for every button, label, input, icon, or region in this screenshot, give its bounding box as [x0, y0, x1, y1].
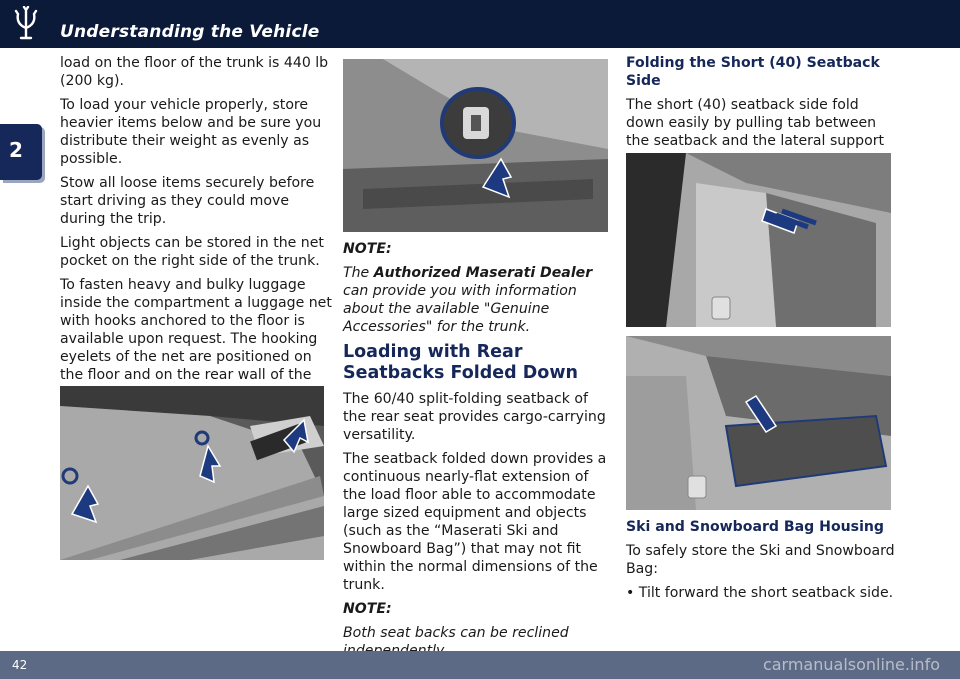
paragraph: Light objects can be stored in the net pocket on the right side of the trunk.	[60, 235, 324, 269]
paragraph: To load your vehicle properly, store heavier items below and be sure you distribute their weight as evenly as possible.	[60, 97, 322, 167]
column-1	[60, 54, 332, 408]
note-text: Both seat backs can be reclined	[343, 625, 569, 641]
watermark: carmanualsonline.info	[762, 655, 940, 674]
subsection-title: Ski and Snowboard Bag Housing	[626, 519, 885, 535]
column-3-lower	[626, 518, 896, 608]
note-label: NOTE:	[343, 241, 392, 257]
note-text-part: can provide you with information about the available "Genuine Accessories" for the trunk.	[343, 283, 577, 335]
seatback-photo	[626, 153, 891, 327]
page-header	[0, 0, 960, 48]
trunk-photo	[60, 386, 324, 560]
hook-photo	[343, 59, 608, 232]
paragraph: The 60/40 split-folding seatback of the rear seat provides cargo-carrying versatility.	[343, 391, 606, 443]
note-text	[343, 264, 611, 336]
note-text-part: The	[343, 265, 374, 281]
header-title: Understanding the Vehicle	[60, 22, 320, 42]
section-title: Loading with Rear Seatbacks Folded Down	[343, 342, 578, 383]
paragraph: To safely store the Ski and Snowboard Bag:	[626, 543, 895, 577]
paragraph: Stow all loose items securely before start driving as they could move during the trip.	[60, 175, 315, 227]
paragraph: To fasten heavy and bulky luggage inside the compartment a luggage net with hooks anchored to the floor is available upon request. The hooking eyelets of the net are positioned on the floor and on the rear wall of the	[60, 277, 332, 383]
column-2	[343, 240, 611, 666]
paragraph: load on the floor of the trunk is 440 lb (200 kg).	[60, 55, 329, 89]
bullet-item: • Tilt forward the short seatback side.	[626, 585, 894, 601]
page-footer	[0, 651, 960, 679]
trident-icon	[8, 6, 44, 42]
subsection-title: Folding the Short (40) Seatback Side	[626, 55, 880, 89]
paragraph: The short (40) seatback side fold down easily by pulling tab between the seatback and the lateral support	[626, 97, 885, 149]
note-label: NOTE:	[343, 601, 392, 617]
folded-seat-photo	[626, 336, 891, 510]
chapter-number: 2	[9, 138, 23, 162]
paragraph: The seatback folded down provides a continuous nearly-flat extension of the load floor able to accommodate large sized equipment and objects (such as the “Maserati Ski and Snowboard Bag”) that may not fit within the normal dimensions of the trunk.	[343, 451, 607, 593]
page-number: 42	[12, 658, 28, 672]
dealer-name: Authorized Maserati Dealer	[373, 265, 593, 281]
chapter-tab	[0, 124, 42, 180]
